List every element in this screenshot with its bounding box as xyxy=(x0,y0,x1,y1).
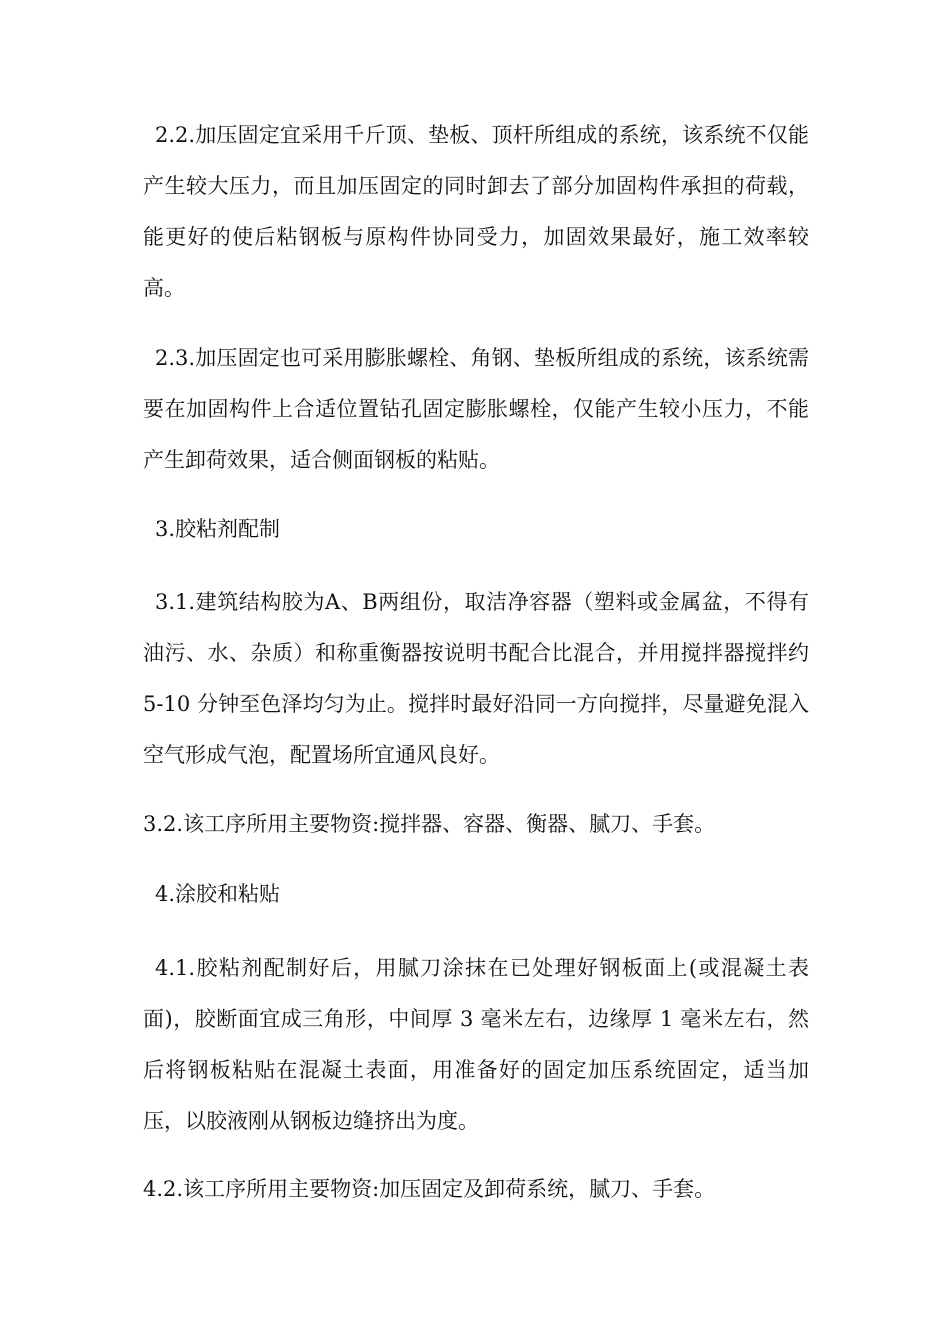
section-heading-3: 3.胶粘剂配制 xyxy=(155,517,281,541)
paragraph-3-2: 3.2.该工序所用主要物资:搅拌器、容器、衡器、腻刀、手套。 xyxy=(143,812,716,836)
paragraph-4-1: 4.1.胶粘剂配制好后，用腻刀涂抹在已处理好钢板面上(或混凝土表面)，胶断面宜成三角形，中间厚 3 毫米左右，边缘厚 1 毫米左右，然后将钢板粘贴在混凝土表面，用准备好的固定加压系统固定，适当加压，以胶液刚从钢板边缝挤出为度。 xyxy=(143,956,809,1133)
paragraph-2-2: 2.2.加压固定宜采用千斤顶、垫板、顶杆所组成的系统，该系统不仅能产生较大压力，而且加压固定的同时卸去了部分加固构件承担的荷载，能更好的使后粘钢板与原构件协同受力，加固效果最好，施工效率较高。 xyxy=(143,123,809,300)
paragraph-3-1: 3.1.建筑结构胶为A、B两组份，取洁净容器（塑料或金属盆，不得有油污、水、杂质）和称重衡器按说明书配合比混合，并用搅拌器搅拌约 5-10 分钟至色泽均匀为止。搅拌时最好沿同一方向搅拌，尽量避免混入空气形成气泡，配置场所宜通风良好。 xyxy=(143,590,809,767)
paragraph-2-3: 2.3.加压固定也可采用膨胀螺栓、角钢、垫板所组成的系统，该系统需要在加固构件上合适位置钻孔固定膨胀螺栓，仅能产生较小压力，不能产生卸荷效果，适合侧面钢板的粘贴。 xyxy=(143,346,809,472)
paragraph-4-2: 4.2.该工序所用主要物资:加压固定及卸荷系统，腻刀、手套。 xyxy=(143,1177,716,1201)
section-heading-4: 4.涂胶和粘贴 xyxy=(155,882,281,906)
